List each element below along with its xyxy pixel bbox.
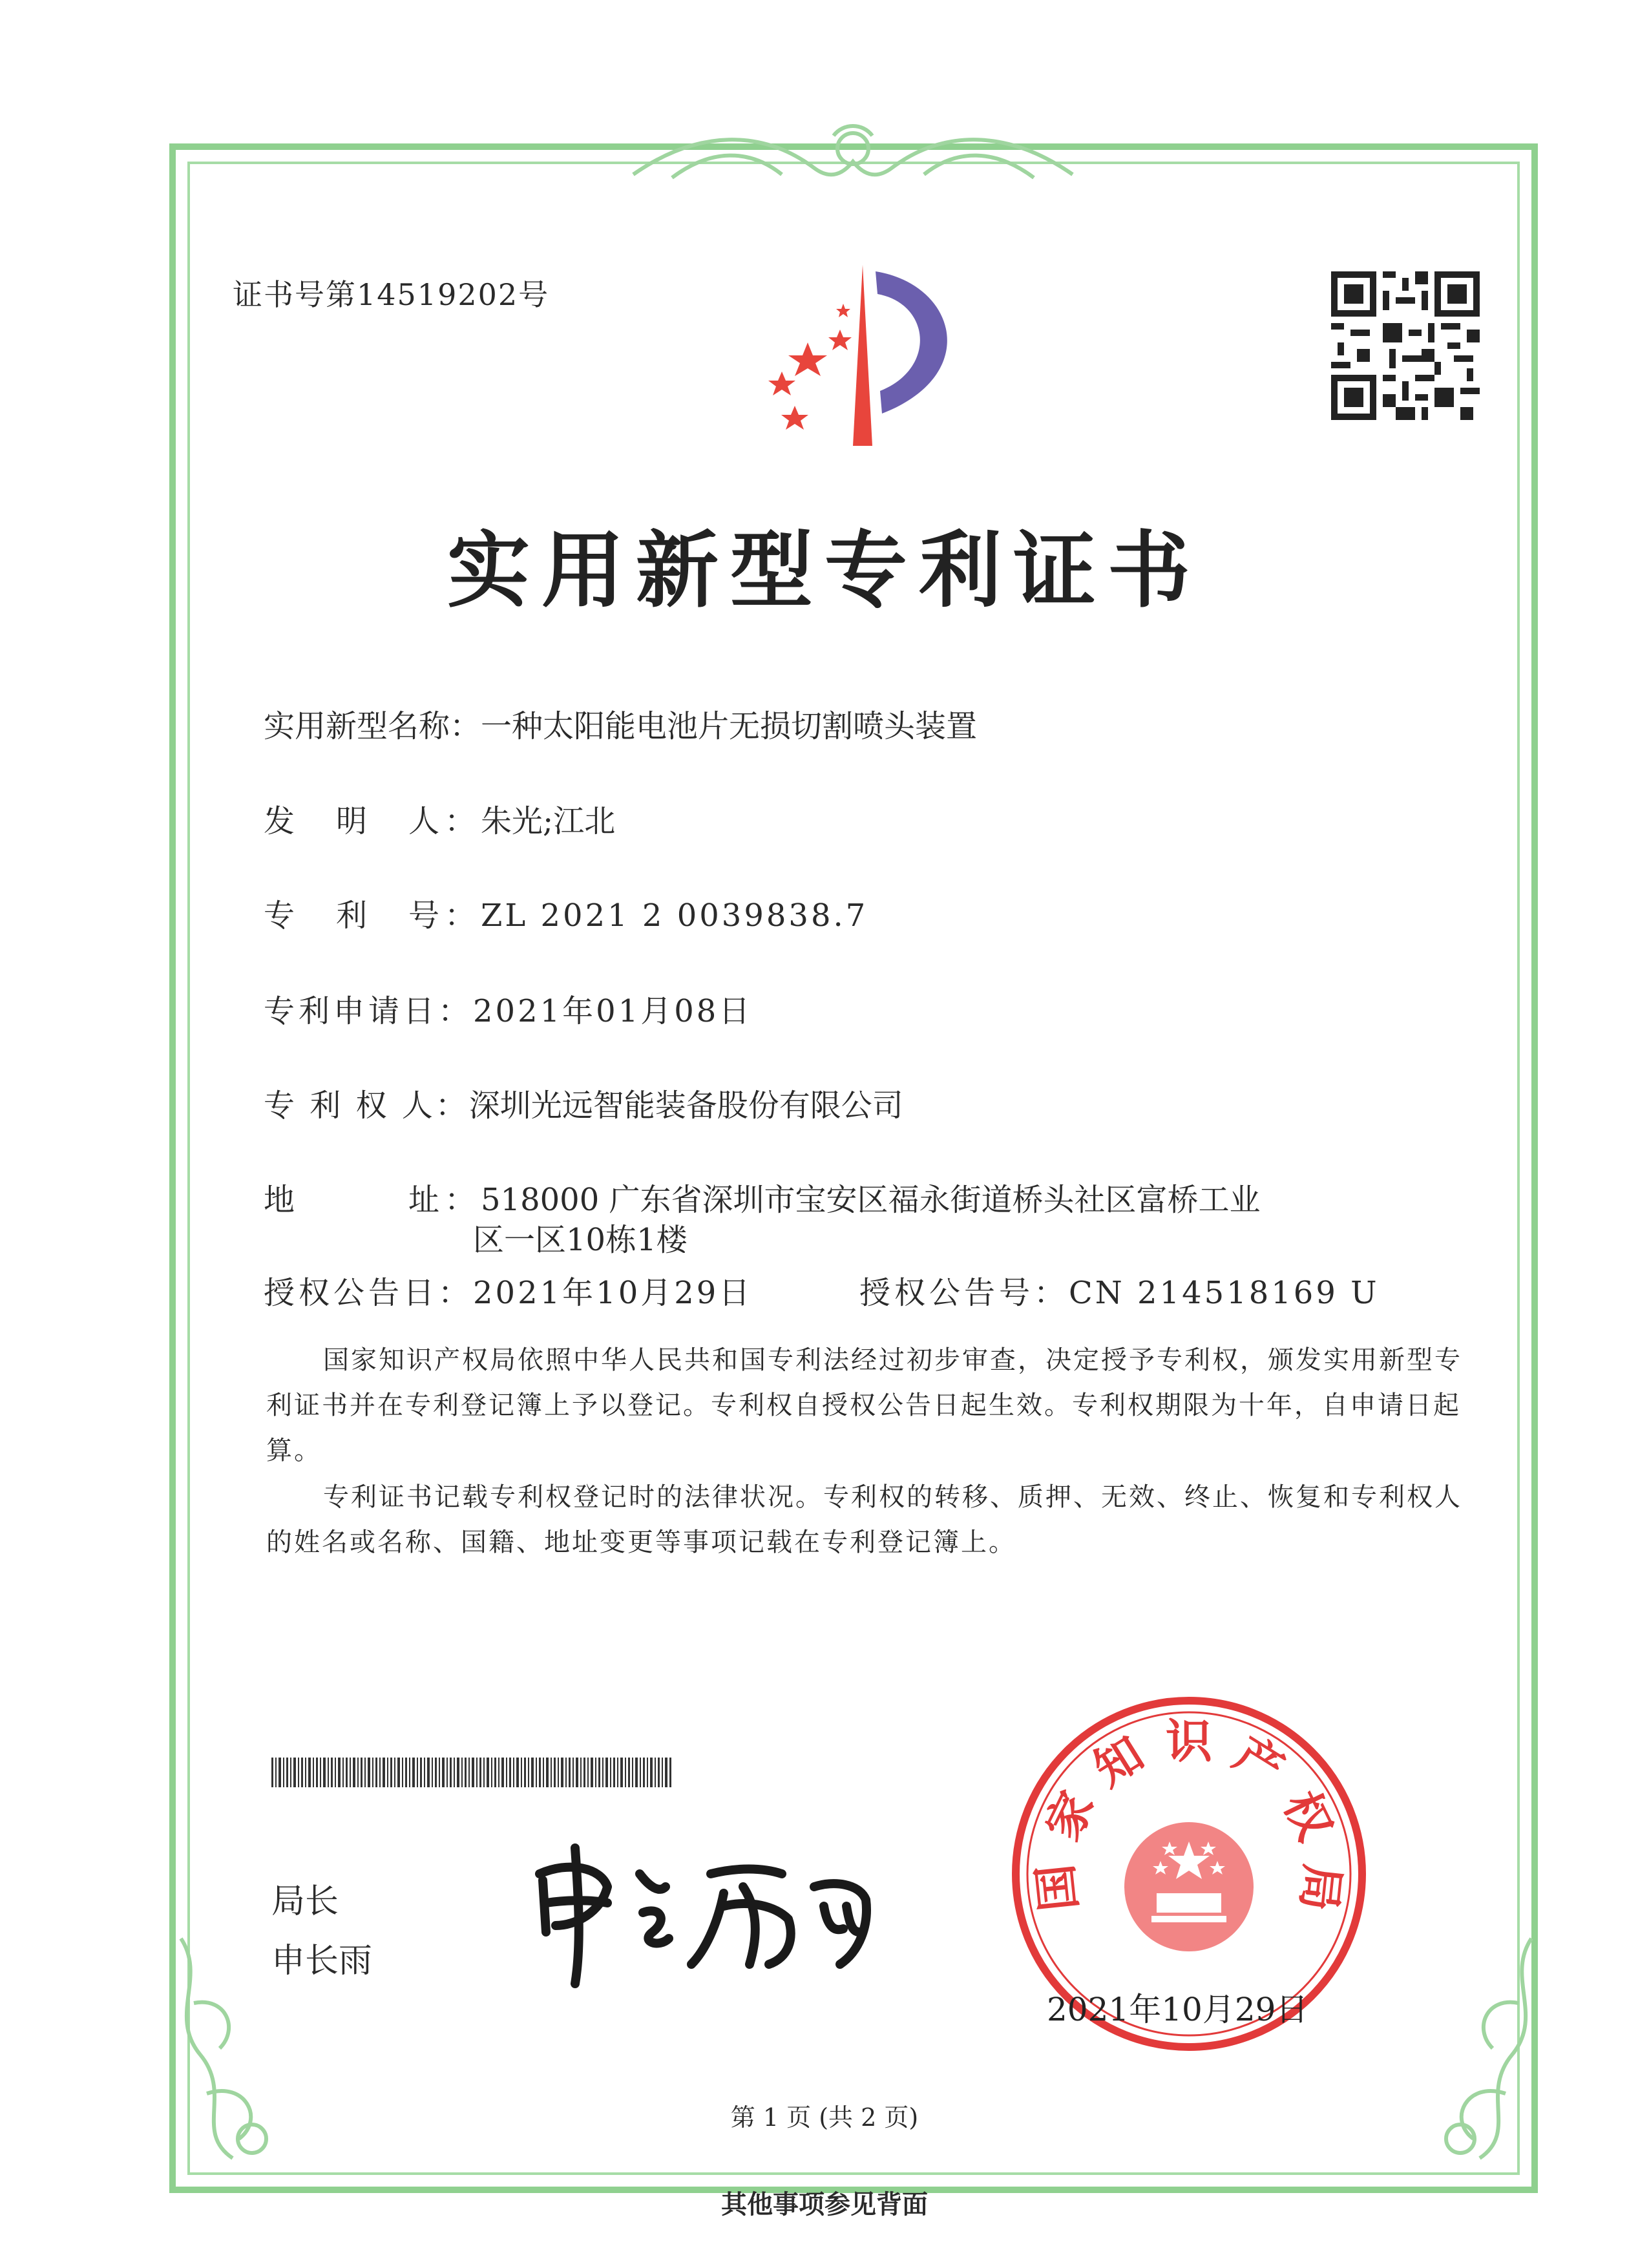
corner-ornament-right-icon <box>1389 1926 1557 2171</box>
patent-no-value: ZL 2021 2 0039838.7 <box>481 898 868 934</box>
back-note: 其他事项参见背面 <box>721 2189 928 2220</box>
row-address <box>264 1175 1261 1219</box>
grant-date-label: 授权公告日： <box>264 1275 474 1311</box>
top-ornament-icon <box>620 116 1086 194</box>
row-utility-model-name <box>264 701 977 746</box>
address-line-2: 区一区10栋1楼 <box>473 1222 688 1258</box>
row-patent-number <box>264 890 868 935</box>
address-label: 地 址： <box>264 1182 481 1218</box>
address-line-1: 518000 广东省深圳市宝安区福永街道桥头社区富桥工业 <box>481 1182 1261 1218</box>
svg-text:权: 权 <box>1273 1783 1343 1849</box>
director-name: 申长雨 <box>271 1942 373 1980</box>
inventor-value: 朱光;江北 <box>481 803 616 839</box>
grant-no-value: CN 214518169 U <box>1069 1275 1380 1311</box>
legal-paragraph-2: 专利证书记载专利权登记时的法律状况。专利权的转移、质押、无效、终止、恢复和专利权人的姓名或名称、国籍、地址变更等事项记载在专利登记簿上。 <box>266 1482 1462 1557</box>
inventor-label: 发 明 人： <box>264 803 481 839</box>
row-patentee <box>264 1080 903 1125</box>
patentee-value: 深圳光远智能装备股份有限公司 <box>468 1087 903 1124</box>
svg-text:家: 家 <box>1035 1783 1105 1849</box>
grant-no-label: 授权公告号： <box>859 1275 1069 1311</box>
svg-text:国: 国 <box>1027 1862 1087 1914</box>
svg-text:产: 产 <box>1224 1726 1294 1797</box>
patent-no-label: 专 利 号： <box>264 898 481 934</box>
name-label: 实用新型名称： <box>264 708 481 744</box>
patentee-label: 专 利 权 人： <box>264 1087 469 1124</box>
barcode-icon <box>271 1758 672 1787</box>
grant-date-value: 2021年10月29日 <box>473 1275 753 1311</box>
handwritten-signature-icon <box>530 1835 879 1990</box>
row-application-date <box>264 986 752 1031</box>
svg-text:知: 知 <box>1084 1726 1153 1797</box>
certificate-number: 证书号第14519202号 <box>233 277 550 312</box>
apply-date-value: 2021年01月08日 <box>473 993 753 1029</box>
row-inventor <box>264 796 615 841</box>
name-value: 一种太阳能电池片无损切割喷头装置 <box>481 708 978 744</box>
row-grant-number <box>859 1268 1380 1312</box>
qr-code-icon <box>1331 271 1480 420</box>
svg-text:识: 识 <box>1165 1714 1213 1769</box>
legal-paragraph-1: 国家知识产权局依照中华人民共和国专利法经过初步审查，决定授予专利权，颁发实用新型专利证书并在专利登记簿上予以登记。专利权自授权公告日起生效。专利权期限为十年，自申请日起算。 <box>266 1345 1462 1465</box>
page-number: 第 1 页 (共 2 页) <box>730 2103 919 2132</box>
row-grant-date <box>264 1268 752 1312</box>
apply-date-label: 专利申请日： <box>264 993 474 1029</box>
svg-text:局: 局 <box>1291 1862 1350 1914</box>
director-title: 局长 <box>271 1882 339 1921</box>
seal-date: 2021年10月29日 <box>1047 1991 1308 2028</box>
certificate-title: 实用新型专利证书 <box>446 522 1202 619</box>
cnipa-logo-icon <box>743 258 982 452</box>
